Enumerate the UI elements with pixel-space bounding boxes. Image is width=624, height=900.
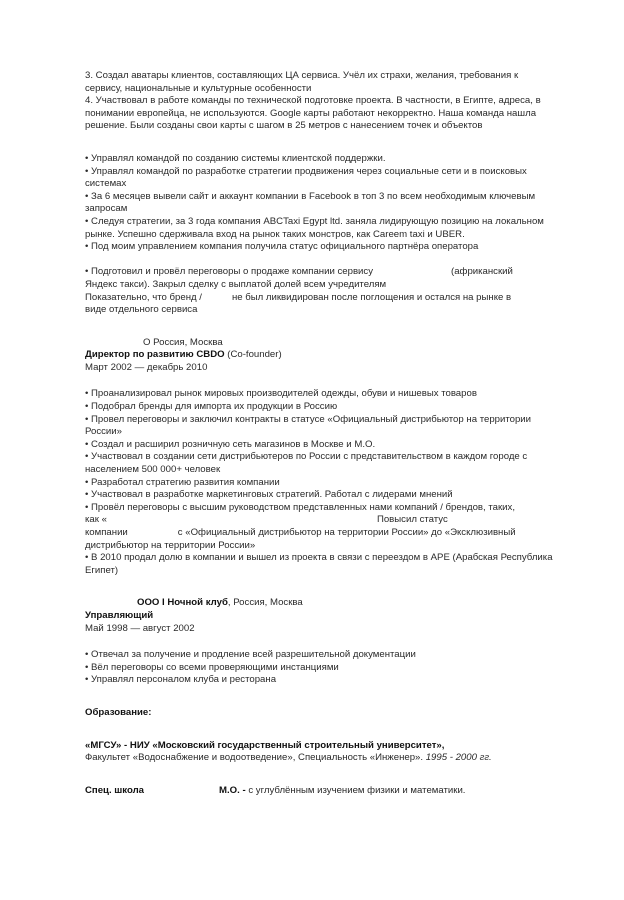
brands-text: Повысил статус — [376, 514, 448, 526]
job-title-note: (Co-founder) — [227, 349, 282, 361]
sale-paragraph — [85, 266, 555, 316]
job-location: , Россия, Москва — [227, 597, 303, 609]
list-item: • Участвовал в создании сети дистрибьютеров по России с представительством в каждом городе с населением 500 000+ человек — [85, 451, 528, 476]
list-item: • Подобрал бренды для импорта их продукции в Россию — [85, 401, 338, 413]
intro-item-4: 4. Участвовал в работе команды по технической подготовке проекта. В частности, в Египте, адреса, в понимании европейца, не используются. Google карты работают некорректно. Наша команда нашла решение. Были созданы свои карты с шагом в 25 метров с нанесением точек и объектов — [85, 95, 541, 132]
status-text: дистрибьютор на территории России» — [85, 539, 256, 551]
sale-line: виде отдельного сервиса — [85, 304, 198, 316]
list-item: • Провел переговоры и заключил контракты в статусе «Официальный дистрибьютор на территории России» — [85, 413, 532, 438]
brands-text: как « — [85, 514, 107, 526]
list-item: • Отвечал за получение и продление всей разрешительной документации — [85, 649, 416, 661]
sale-text: • Подготовил и провёл переговоры о продаже компании сервису — [85, 266, 374, 278]
sale-text: Показательно, что бренд / — [85, 291, 202, 303]
study-years: 1995 - 2000 гг. — [425, 752, 492, 764]
list-item: • Управлял командой по разработке стратегии продвижения через социальные сети и в поисковых системах — [85, 165, 527, 190]
job-company: O Россия, Москва — [143, 336, 223, 348]
university-name: «МГСУ» - НИУ «Московский государственный строительный университет», — [85, 739, 445, 751]
list-item: • Участвовал в разработке маркетинговых стратегий. Работал с лидерами мнений — [85, 489, 453, 501]
list-item: • За 6 месяцев вывели сайт и аккаунт компании в Facebook в топ 3 по всем необходимым ключевым запросам — [85, 190, 536, 215]
list-item: • Провёл переговоры с высшим руководством представленных нами компаний / брендов, таких, — [85, 501, 515, 513]
list-item: • Следуя стратегии, за 3 года компания ABCTaxi Egypt ltd. заняла лидирующую позицию на локальном рынке. Успешно сдерживала вход на рынок таких монстров, как Careem taxi и UBER. — [85, 215, 544, 240]
status-text: с «Официальный дистрибьютор на территории России» до «Эксклюзивный — [177, 527, 516, 538]
intro-item-3: 3. Создал аватары клиентов, составляющих ЦА сервиса. Учёл их страхи, желания, требования к сервису, национальные и культурные особенности — [85, 70, 519, 94]
list-item: • Разработал стратегию развития компании — [85, 476, 280, 488]
list-item: • В 2010 продал долю в компании и вышел из проекта в связи с переездом в АРЕ (Арабская Республика Египет) — [85, 552, 553, 576]
job-period: Март 2002 — декабрь 2010 — [85, 361, 208, 373]
sale-line — [85, 292, 555, 305]
sale-line — [85, 266, 555, 279]
list-item: • Проанализировал рынок мировых производителей одежды, обуви и нишевых товаров — [85, 388, 477, 400]
list-item: • Вёл переговоры со всеми проверяющими инстанциями — [85, 661, 339, 673]
resume-page — [85, 70, 555, 797]
job-period: Май 1998 — август 2002 — [85, 622, 195, 634]
sale-line: Яндекс такси). Закрыл сделку с выплатой долей всем учредителям — [85, 278, 387, 290]
egypt-bullet-list — [85, 153, 555, 254]
status-text: компании — [85, 527, 128, 538]
job-title: Директор по развитию CBDO — [85, 349, 225, 361]
faculty: Факультет «Водоснабжение и водоотведение», Специальность «Инженер». — [85, 752, 424, 764]
school-region: М.О. - — [219, 784, 246, 796]
list-item: • Управлял персоналом клуба и ресторана — [85, 674, 277, 686]
school-description: с углублённым изучением физики и математики. — [248, 784, 466, 796]
list-item: • Создал и расширил розничную сеть магазинов в Москве и М.О. — [85, 438, 376, 450]
school-label: Спец. школа — [85, 784, 145, 796]
job-title: Управляющий — [85, 609, 154, 621]
list-item: • Управлял командой по созданию системы клиентской поддержки. — [85, 152, 386, 164]
sale-text: не был ликвидирован после поглощения и остался на рынке в — [231, 291, 512, 303]
section-heading: Образование: — [85, 706, 152, 718]
job-club — [85, 597, 555, 687]
sale-text: (африканский — [451, 266, 513, 278]
job-cbdo — [85, 337, 555, 578]
list-item: • Под моим управлением компания получила статус официального партнёра оператора — [85, 241, 479, 253]
education-section — [85, 707, 555, 797]
job-company: ООО I Ночной клуб — [137, 597, 228, 609]
